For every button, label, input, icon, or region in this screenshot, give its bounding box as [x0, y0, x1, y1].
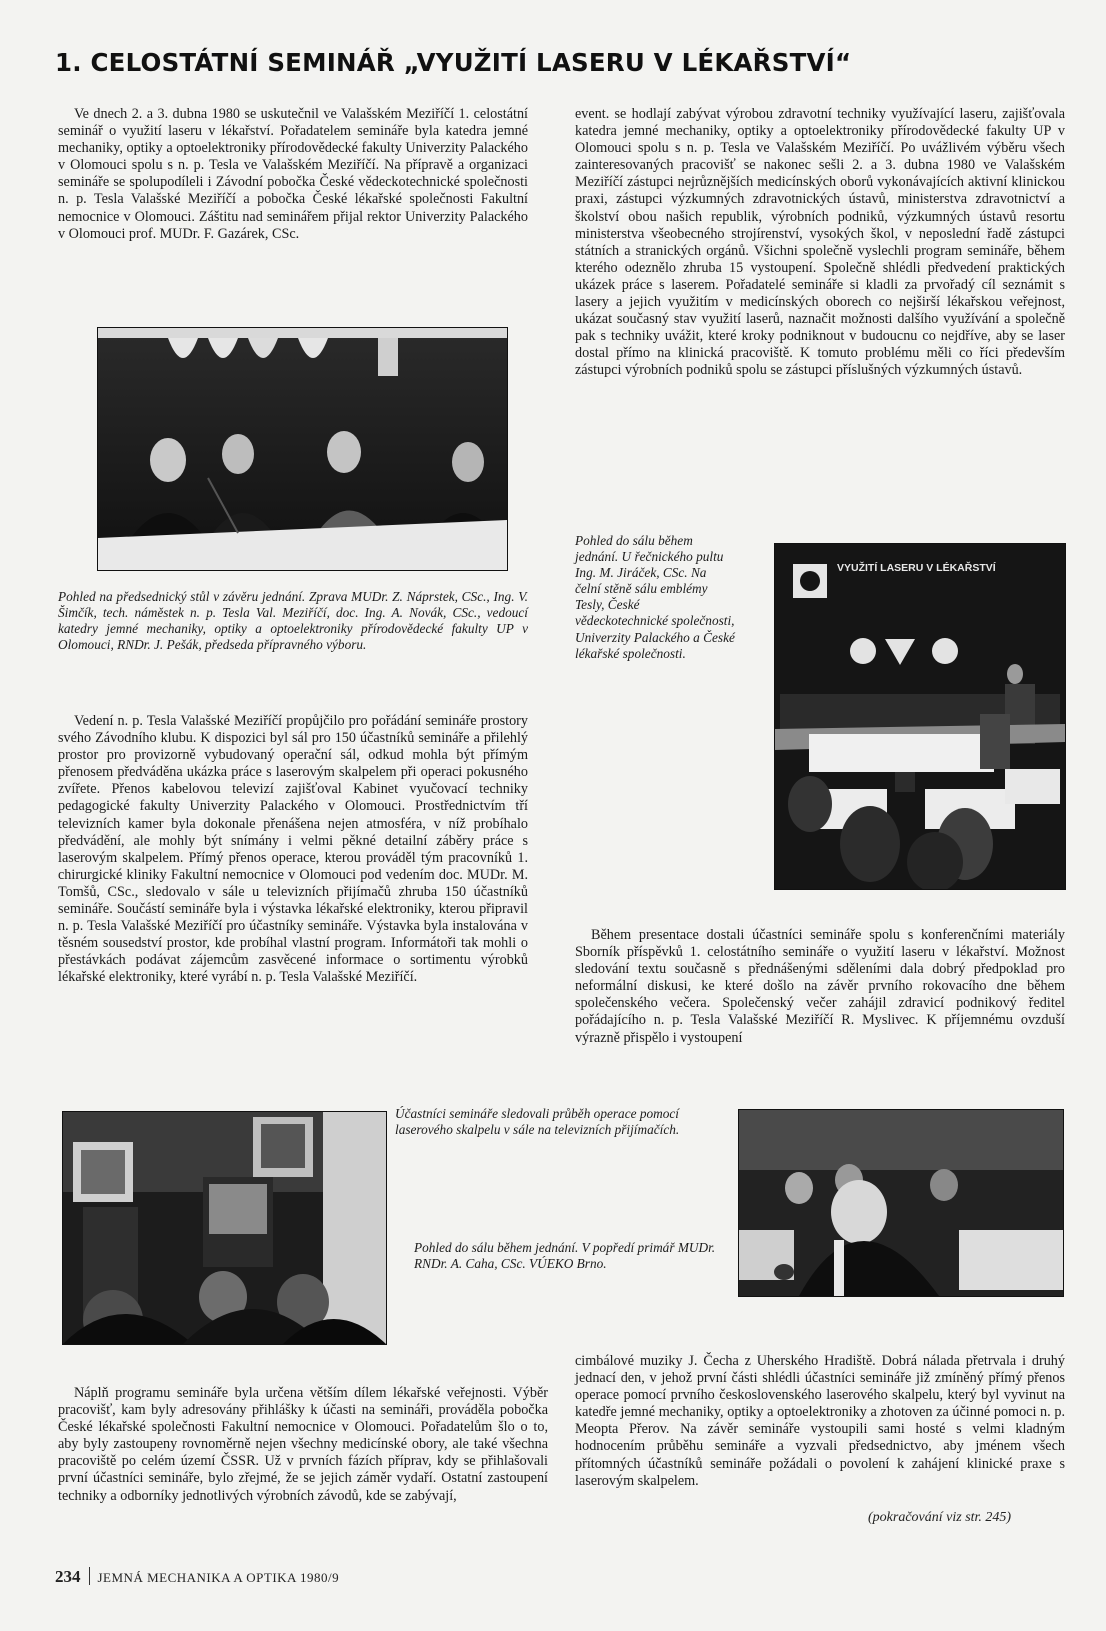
- paragraph-seminar-venue: Vedení n. p. Tesla Valašské Meziříčí propůjčilo pro pořádání semináře prostory svého Závodního klubu. K dispozici byl sál pro 150 účastníků semináře a přilehlý prostor pro provizorně vybudovaný operační sál, odkud mohla být přímým přenosem předváděna ukázka práce s laserovým skalpelem při operaci pokusného zvířete. Přenos kabelovou televizí zajišťoval Kabinet vyučovací techniky pedagogické fakulty Univerzity Palackého v Olomouci. Prostřednictvím tří televizních kamer byla dokonale přenášena nejen atmosféra, v níž probíhalo předvádění, ale mohly být snímány i velmi pěkné detailní záběry práce s laserovým skalpelem. Přímý přenos operace, kterou prováděl tým pracovníků 1. chirurgické kliniky Fakultní nemocnice v Olomouci pod vedením doc. MUDr. M. Tomšů, CSc., sledovalo v sále u televizních přijímačů zhruba 150 účastníků semináře. Součástí semináře byla i výstavka lékařské elektroniky, kterou připravil n. p. Tesla Valašské Meziříčí pro účastníky semináře. Výstavka byla instalována v těsném sousedství prostor, kde probíhal vlastní program. Informátoři tak mohli o přestávkách podávat zájemcům zasvěcené informace o sortimentu výrobků lékařské elektroniky, které vyrábí n. p. Tesla Valašské Meziříčí.: [58, 713, 528, 986]
- continuation-note: (pokračování viz str. 245): [868, 1510, 1012, 1525]
- journal-name: JEMNÁ MECHANIKA A OPTIKA 1980/9: [97, 1570, 340, 1585]
- footer-divider: [89, 1567, 90, 1585]
- photo-presidium-table: [97, 327, 508, 571]
- photo-hall-emblems: [774, 543, 1066, 890]
- photo-caption-audience: Pohled do sálu během jednání. V popředí primář MUDr. RNDr. A. Caha, CSc. VÚEKO Brno.: [414, 1240, 716, 1272]
- photo-caption-presidium: Pohled na předsednický stůl v závěru jednání. Zprava MUDr. Z. Náprstek, CSc., Ing. V. Šimčík, tech. náměstek n. p. Tesla Val. Meziříčí, doc. Ing. A. Novák, CSc., vedoucí katedry jemné mechaniky, optiky a optoelektroniky přírodovědecké fakulty UP v Olomouci, RNDr. J. Pešák, předseda přípravného výboru.: [58, 589, 528, 653]
- page-footer: [55, 1567, 339, 1587]
- paragraph-presentation: Během presentace dostali účastníci semináře spolu s konferenčními materiály Sborník příspěvků 1. celostátního semináře o využití laseru v lékařství. Možnost sledování textu současně s přednášenými sděleními dala dobrý předpoklad pro neformální diskusi, ke které došlo na závěr prvního rokovacího dne během společenského večera. Společenský večer zahájil zdravicí podnikový ředitel pořádajícího n. p. Tesla Valašské Meziříčí R. Myslivec. K příjemnému ovzduší výrazně přispělo i vystoupení: [575, 927, 1065, 1046]
- paragraph-participants: event. se hodlají zabývat výrobou zdravotní techniky využívající laseru, zajišťovala katedra jemné mechaniky, optiky a optoelektroniky přírodovědecké fakulty UP v Olomouci spolu s n. p. Tesla ve Valašském Meziříčí. Po uvážlivém výběru všech zainteresovaných pracovišť se nakonec sešli 2. a 3. dubna 1980 ve Valašském Meziříčí zástupci nejrůznějších medicínských oborů vykonávajících aktivní klinickou praxi, zástupci výzkumných zdravotnických ústavů, ministerstva zdravotnictví a školství obou našich republik, výrobních podniků, výzkumných ústavů resortu ministerstva všeobecného strojírenství, vysokých škol, v neposlední řadě zástupci státních a stranických orgánů. Všichni společně vyslechli program semináře, během kterého odeznělo zhruba 15 vystoupení. Společně shlédli předvedení praktických ukázek práce s laserem. Pořadatelé semináře si kladli za prvořadý cíl seznámit s lasery a jejich využitím v medicínských oborech co nejširší lékařskou veřejnost, ukázat současný stav využití laserů, naznačit možnosti dalšího využívání a společně pak s techniky uvážit, které kroky podniknout v budoucnu co nejdříve, aby se laser dostal přímo na klinická pracoviště. K tomuto problému měli co říci především zástupci výrobních podniků spolu se zástupci příslušných výzkumných ústavů.: [575, 106, 1065, 379]
- photo-audience: [738, 1109, 1064, 1297]
- paragraph-cimbal-music: cimbálové muziky J. Čecha z Uherského Hradiště. Dobrá nálada přetrvala i druhý jednací den, v jehož první části shlédli účastníci semináře již zmíněný přímý přenos operace pomocí prvního československého laserového skalpelu, který byl vyvinut na katedře jemné mechaniky, optiky a optoelektroniky a zhotoven za účinné pomoci n. p. Meopta Přerov. Na závěr semináře vystoupili sami hosté s velmi kladným hodnocením průběhu semináře a vyzvali předsednictvo, aby jménem všech přítomných účastníků semináře požádali o povolení k zahájení klinické praxe s laserovým skalpelem.: [575, 1353, 1065, 1489]
- page-number: 234: [55, 1567, 81, 1586]
- photo-tv-receivers: [62, 1111, 387, 1345]
- article-title: 1. CELOSTÁTNÍ SEMINÁŘ „VYUŽITÍ LASERU V LÉKAŘSTVÍ“: [55, 48, 852, 77]
- intro-paragraph: Ve dnech 2. a 3. dubna 1980 se uskutečnil ve Valašském Meziříčí 1. celostátní seminář o využití laseru v lékařství. Pořadatelem semináře byla katedra jemné mechaniky, optiky a optoelektroniky přírodovědecké fakulty Univerzity Palackého v Olomouci spolu s n. p. Tesla ve Valašském Meziříčí. Na přípravě a organizaci semináře se spolupodíleli i Závodní pobočka České vědeckotechnické společnosti n. p. Tesla Valašské Meziříčí a pobočka České lékařské společnosti Fakultní nemocnice v Olomouci. Záštitu nad seminářem přijal rektor Univerzity Palackého v Olomouci prof. MUDr. F. Gazárek, CSc.: [58, 106, 528, 242]
- photo-caption-hall: Pohled do sálu během jednání. U řečnického pultu Ing. M. Jiráček, CSc. Na čelní stěně sálu emblémy Tesly, České vědeckotechnické společnosti, Univerzity Palackého a České lékařské společnosti.: [575, 533, 735, 661]
- photo-caption-tv: Účastníci semináře sledovali průběh operace pomocí laserového skalpelu v sále na televizních přijímačích.: [395, 1106, 680, 1138]
- paragraph-program: Náplň programu semináře byla určena větším dílem lékařské veřejnosti. Výběr pracovišť, kam byly adresovány přihlášky k účasti na semináři, prováděla pobočka České lékařské společnosti Fakultní nemocnice v Olomouci. Pořadatelům šlo o to, aby byly zastoupeny rovnoměrně nejen všechny medicínské obory, ale také všechna pracoviště po celém území ČSSR. Už v prvních fázích příprav, kdy se přihlašovali první účastníci semináře, bylo zřejmé, že se jejich záměr vydaří. Ostatní zastoupení techniky a odborníky jednotlivých výrobních závodů, kde se zabývají,: [58, 1385, 548, 1504]
- banner-text: VYUŽITÍ LASERU V LÉKAŘSTVÍ: [837, 562, 996, 574]
